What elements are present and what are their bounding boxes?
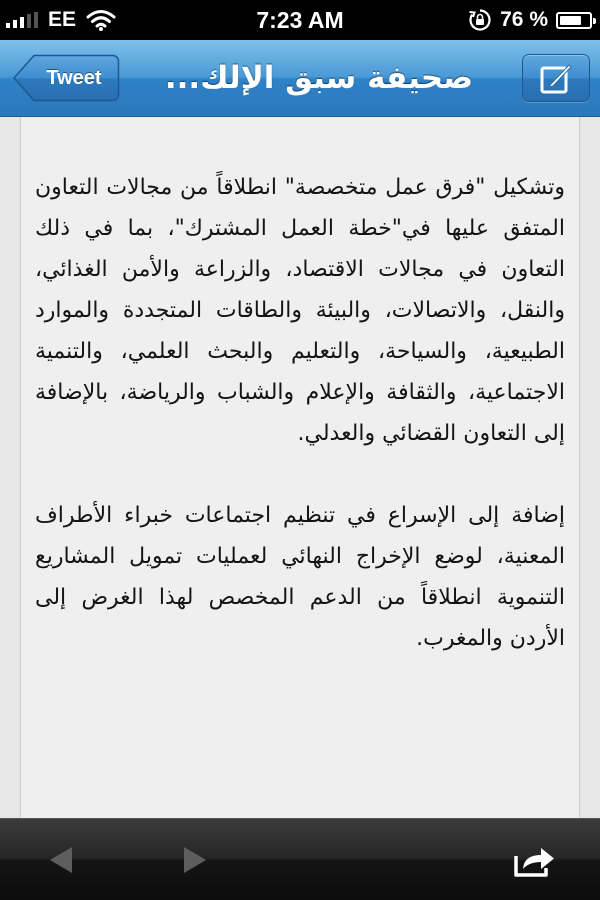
back-button-label: Tweet xyxy=(46,67,102,89)
compose-button[interactable] xyxy=(522,54,590,102)
article-card xyxy=(20,117,580,818)
share-icon xyxy=(512,842,556,878)
article-paragraph: وتشكيل "فرق عمل متخصصة" انطلاقاً من مجالات التعاون المتفق عليها في"خطة العمل المشترك"، بما في ذلك التعاون في مجالات الاقتصاد، والزراعة والأمن الغذائي، والنقل، والاتصالات، والبيئة والطاقات المتجددة والموارد الطبيعية، والسياحة، والتعليم والبحث العلمي، والتنمية الاجتماعية، والثقافة والإعلام والشباب والرياضة، بالإضافة إلى التعاون القضائي والعدلي. xyxy=(35,175,565,446)
share-button[interactable] xyxy=(504,819,564,900)
nav-bar xyxy=(0,40,600,117)
article-paragraph: إضافة إلى الإسراع في تنظيم اجتماعات خبراء الأطراف المعنية، لوضع الإخراج النهائي لعمليات تمويل المشاريع التنموية انطلاقاً من الدعم المخصص لهذا الغرض إلى الأردن والمغرب. xyxy=(35,503,565,651)
browser-forward-button[interactable] xyxy=(170,819,220,900)
article-scroll-view[interactable] xyxy=(0,117,600,818)
browser-back-button[interactable] xyxy=(36,819,86,900)
battery-percent: 76 % xyxy=(500,8,548,31)
page-title: صحيفة سبق الإلك... xyxy=(164,60,474,96)
forward-arrow-icon xyxy=(182,845,208,875)
battery-icon xyxy=(556,12,592,29)
bottom-toolbar xyxy=(0,818,600,900)
back-arrow-icon xyxy=(48,845,74,875)
compose-icon xyxy=(539,61,573,95)
back-button[interactable] xyxy=(12,54,120,102)
article-body xyxy=(35,117,565,659)
status-bar xyxy=(0,0,600,40)
carrier-name: EE xyxy=(48,8,77,31)
rotation-lock-icon xyxy=(468,8,492,32)
status-time: 7:23 AM xyxy=(256,7,344,33)
